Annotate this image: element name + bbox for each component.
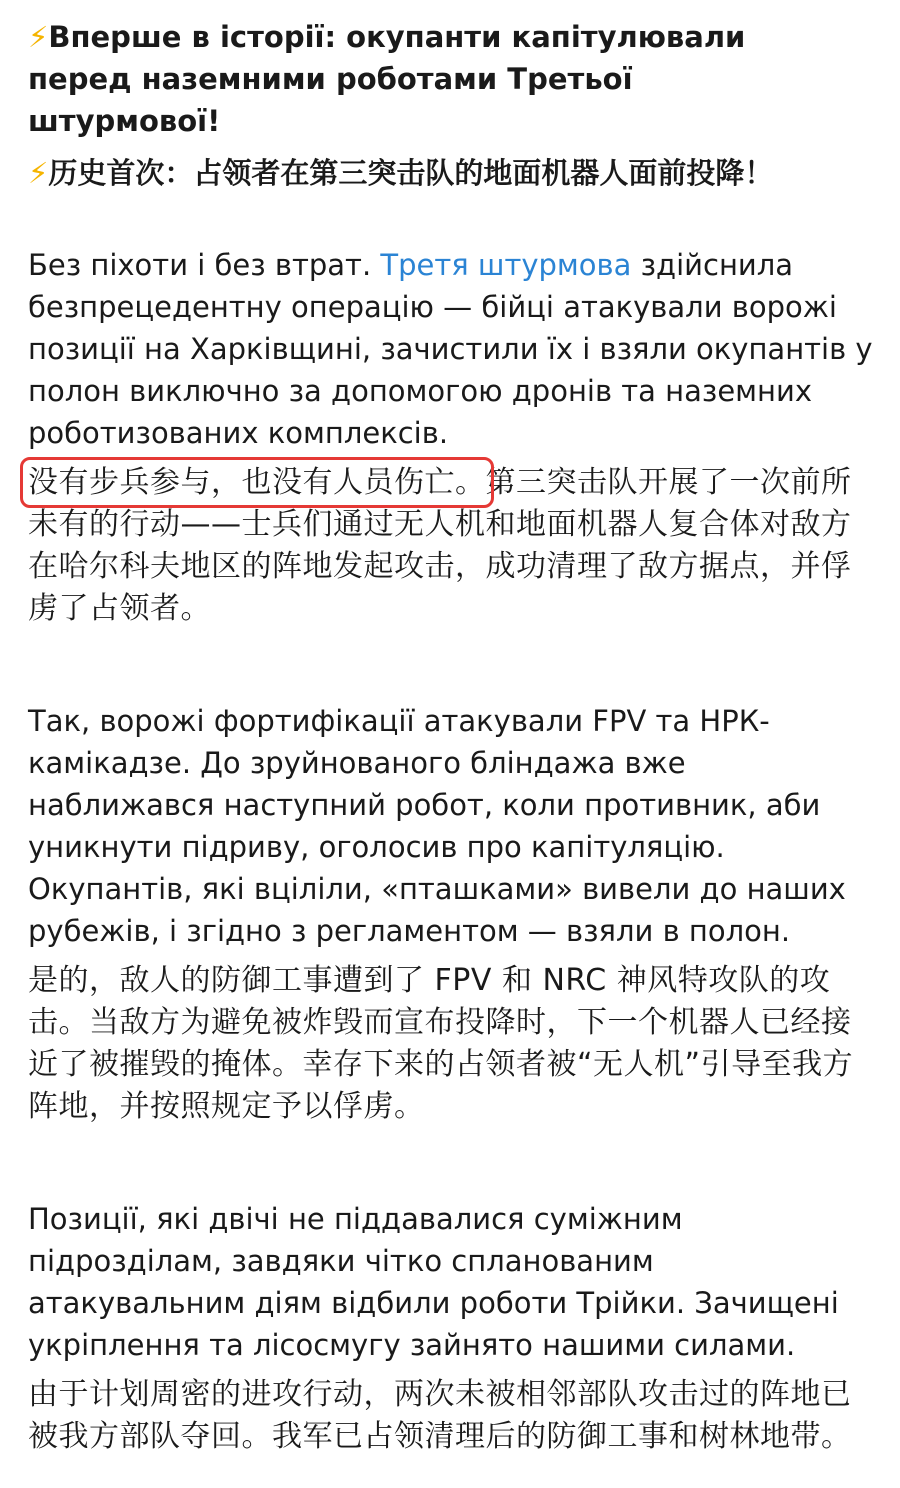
post-title-uk bbox=[28, 16, 828, 142]
lightning-icon: ⚡ bbox=[28, 20, 49, 54]
paragraph-2-zh: 是的，敌人的防御工事遭到了 FPV 和 NRC 神风特攻队的攻击。当敌方为避免被炸毁而宣布投降时，下一个机器人已经接近了被摧毁的掩体。幸存下来的占领者被“无人机”引导至我方阵地，并按照规定予以俘虏。 bbox=[28, 963, 854, 1124]
post-title-zh bbox=[28, 152, 878, 194]
paragraph-1-uk bbox=[28, 244, 878, 454]
p1-zh-text-rest: 第三突击队开展了一次前所未有的行动——士兵们通过无人机和地面机器人复合体对敌方在哈尔科夫地区的阵地发起攻击，成功清理了敌方据点，并俘虏了占领者。 bbox=[28, 465, 852, 626]
unit-link[interactable]: Третя штурмова bbox=[380, 248, 632, 282]
p1-uk-text-after: здійснила безпрецедентну операцію — бійці атакували ворожі позиції на Харківщині, зачистили їх і взяли окупантів у полон виключно за допомогою дронів та наземних роботизованих комплексів. bbox=[28, 248, 873, 450]
paragraph-3-uk: Позиції, які двічі не піддавалися суміжним підрозділам, завдяки чітко спланованим атакувальним діям відбили роботи Трійки. Зачищені укріплення та лісосмугу зайнято нашими силами. bbox=[28, 1202, 839, 1362]
lightning-icon: ⚡ bbox=[28, 156, 49, 190]
highlighted-phrase: 没有步兵参与，也没有人员伤亡。 bbox=[28, 465, 486, 500]
title-uk-text: Вперше в історії: окупанти капітулювали перед наземними роботами Третьої штурмової! bbox=[28, 20, 746, 138]
p1-uk-text-before: Без піхоти і без втрат. bbox=[28, 248, 381, 282]
paragraph-1-zh bbox=[28, 462, 878, 630]
title-zh-text: 历史首次：占领者在第三突击队的地面机器人面前投降！ bbox=[48, 156, 774, 190]
paragraph-2-uk: Так, ворожі фортифікації атакували FPV та НРК-камікадзе. До зруйнованого бліндажа вже наближався наступний робот, коли противник, аби уникнути підриву, оголосив про капітуляцію. Окупантів, які вціліли, «пташками» вивели до наших рубежів, і згідно з регламентом — взяли в полон. bbox=[28, 704, 846, 948]
paragraph-3-zh: 由于计划周密的进攻行动，两次未被相邻部队攻击过的阵地已被我方部队夺回。我军已占领清理后的防御工事和树林地带。 bbox=[28, 1377, 852, 1454]
post-content bbox=[28, 16, 878, 1458]
